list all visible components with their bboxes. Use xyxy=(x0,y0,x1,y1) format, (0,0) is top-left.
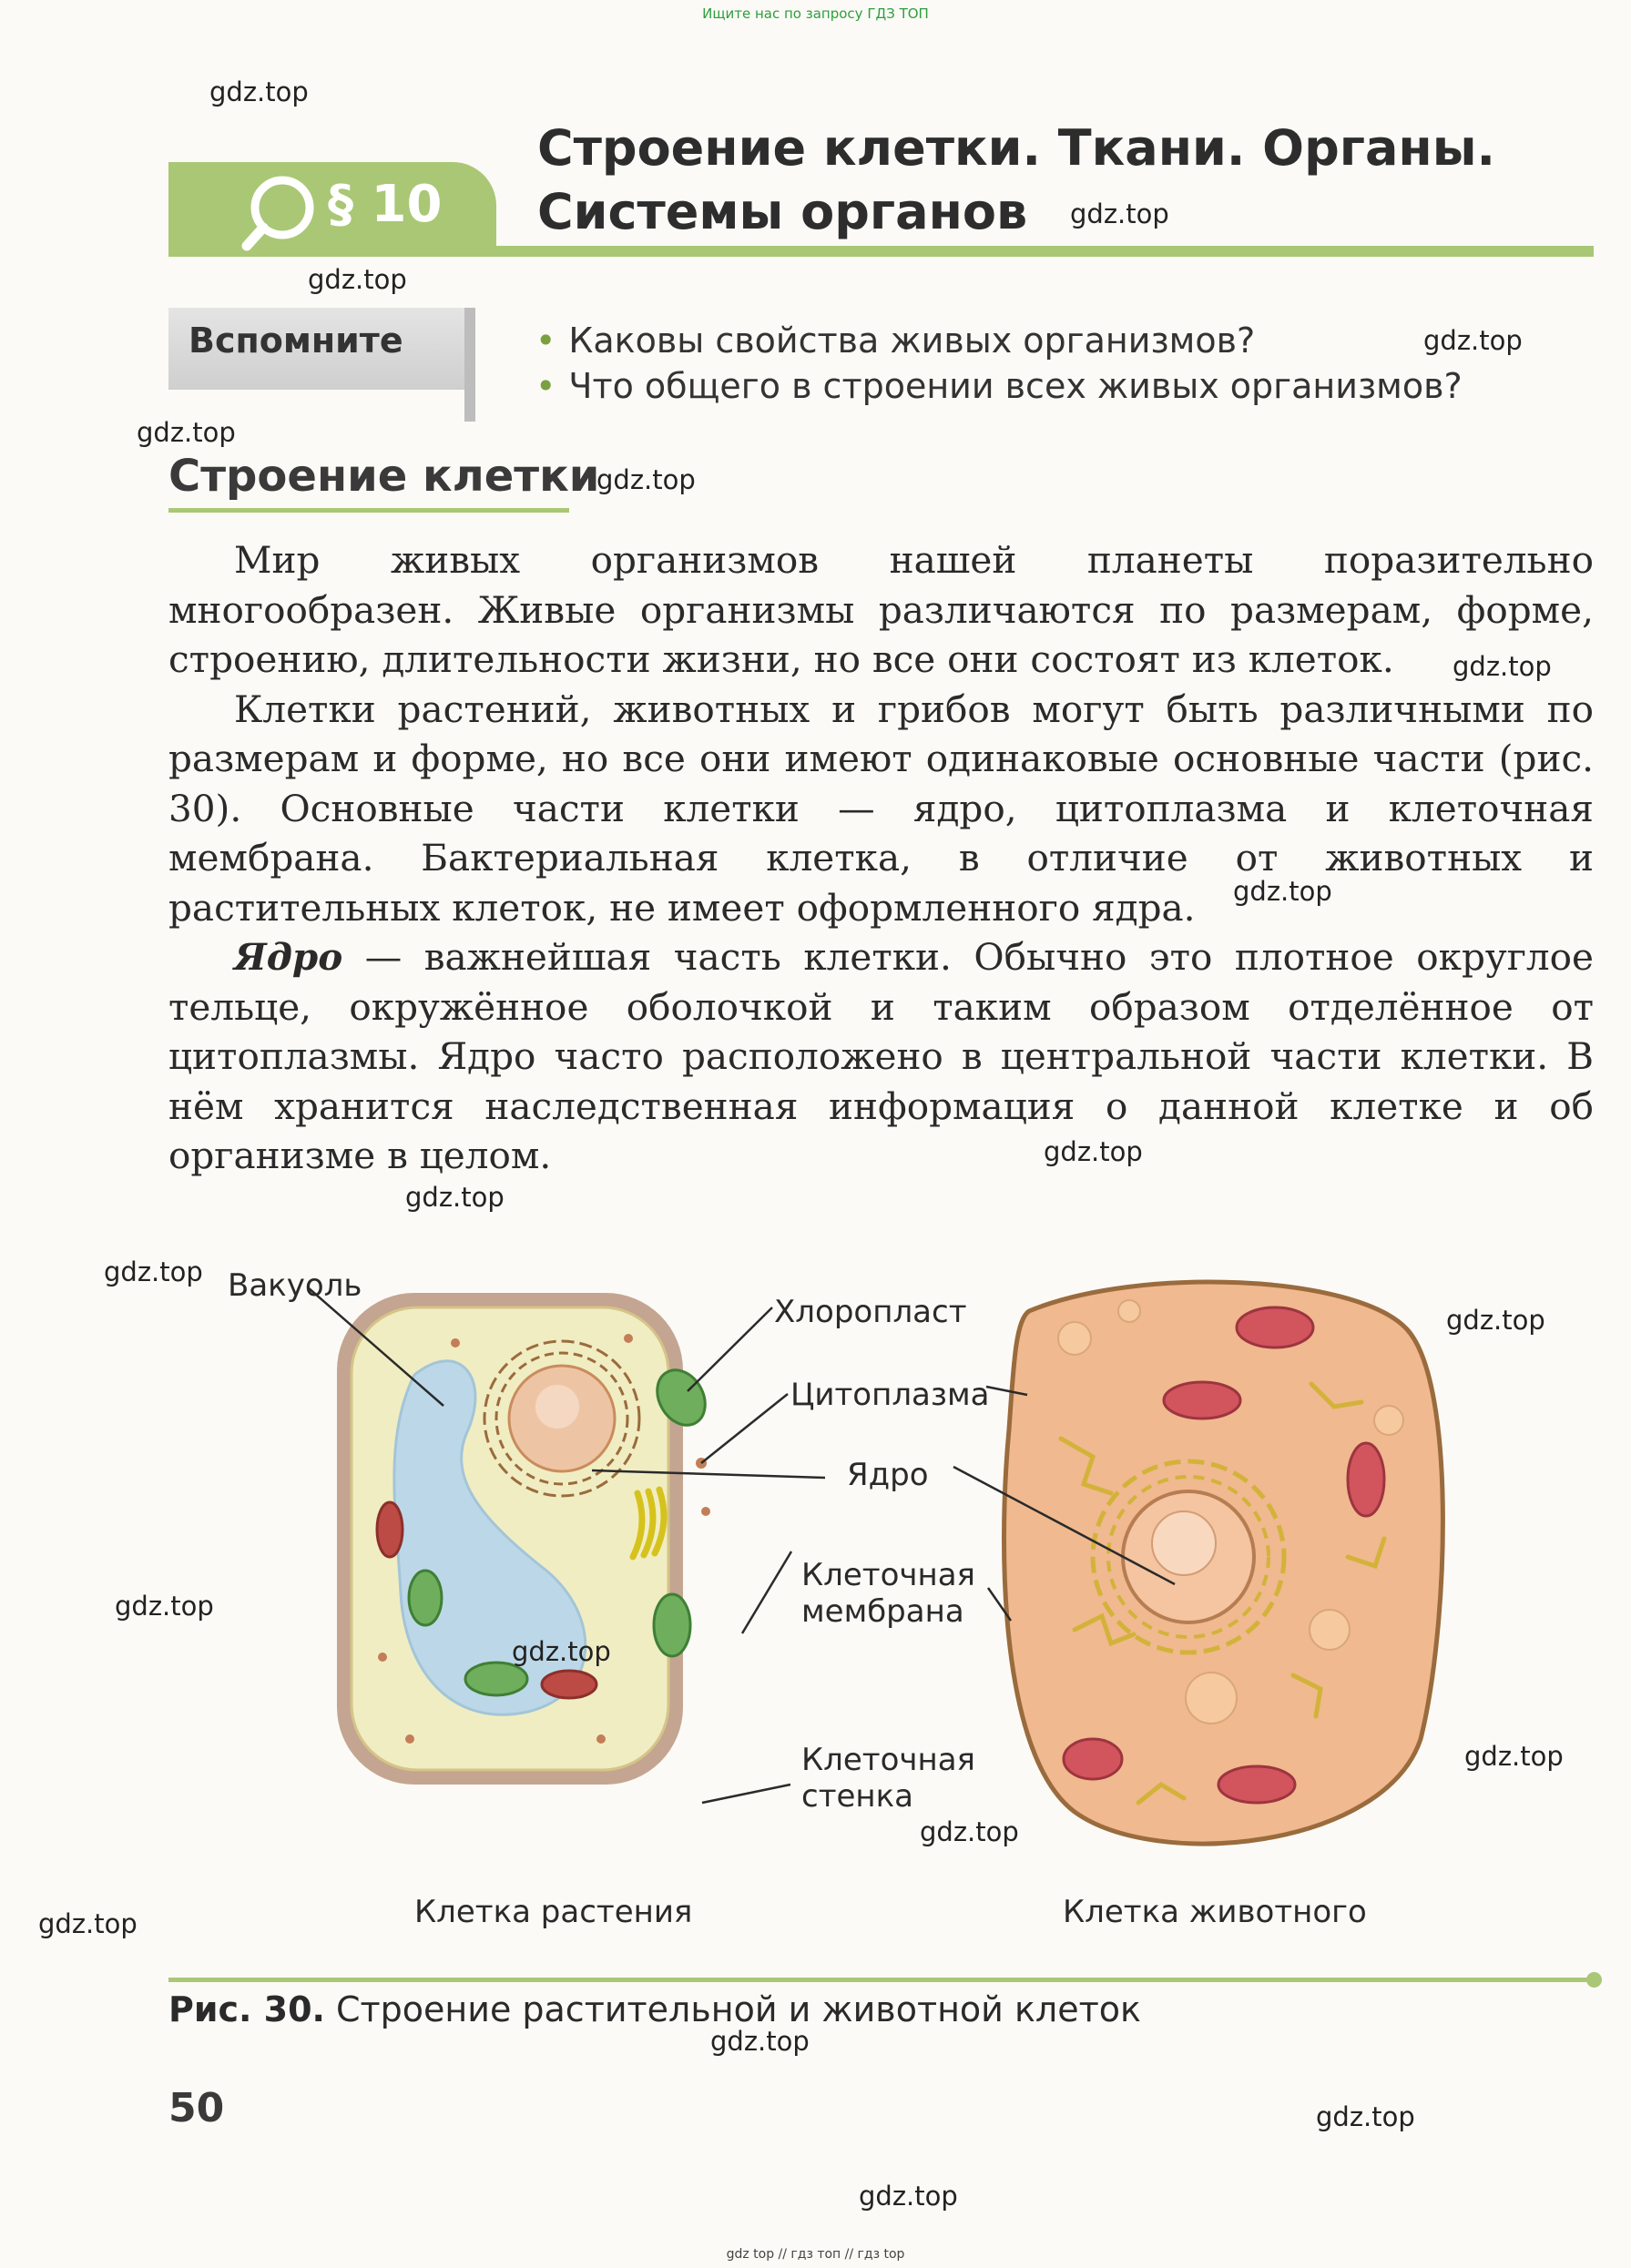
label-cell-wall-line-2: стенка xyxy=(801,1778,914,1815)
plant-cell xyxy=(337,1293,715,1785)
watermark: gdz.top xyxy=(1446,1305,1545,1336)
recall-label: Вспомните xyxy=(189,320,403,361)
mitochondrion xyxy=(1164,1382,1240,1419)
label-vacuole: Вакуоль xyxy=(228,1267,362,1304)
chloroplast xyxy=(409,1571,442,1625)
watermark: gdz.top xyxy=(115,1591,214,1622)
subsection-underline xyxy=(168,508,569,513)
watermark: gdz.top xyxy=(137,417,236,448)
bottom-note: gdz top // гдз топ // гдз top xyxy=(726,2247,905,2262)
paragraph-text: — важнейшая часть клетки. Обычно это плотное округлое тельце, окружённое оболочкой и таким образом отделённое от цитоплазмы. Ядро часто расположено в центральной части клетки. В нём хранится наследственная информация о данной клетке и об организме в целом. xyxy=(168,935,1594,1177)
label-membrane-line-1: Клеточная xyxy=(801,1557,976,1593)
mitochondrion xyxy=(377,1502,403,1557)
recall-divider xyxy=(464,308,475,422)
caption-rule-dot xyxy=(1586,1972,1602,1988)
mitochondrion xyxy=(1064,1739,1122,1779)
label-animal-cell: Клетка животного xyxy=(1063,1894,1367,1930)
top-note: Ищите нас по запросу ГДЗ ТОП xyxy=(702,5,929,22)
subsection-title: Строение клетки xyxy=(168,451,600,502)
figure-caption-text: Строение растительной и животной клеток xyxy=(335,1989,1141,2029)
header-rule xyxy=(168,246,1594,257)
recall-question xyxy=(535,366,1463,406)
watermark: gdz.top xyxy=(710,2026,810,2057)
bullet-icon: • xyxy=(535,320,556,361)
term-nucleus: Ядро xyxy=(234,935,343,979)
watermark: gdz.top xyxy=(104,1256,203,1287)
paragraph: Мир живых организмов нашей планеты поразительно многообразен. Живые организмы различаются по размерам, форме, строению, длительности жизни, но все они состоят из клеток. xyxy=(168,538,1594,681)
page-number: 50 xyxy=(168,2085,225,2131)
recall-question xyxy=(535,320,1255,361)
animal-cell xyxy=(1004,1282,1443,1844)
label-chloroplast: Хлоропласт xyxy=(774,1294,967,1330)
paragraph xyxy=(168,932,1594,1181)
bullet-icon: • xyxy=(535,366,556,406)
chapter-title-line-1: Строение клетки. Ткани. Органы. xyxy=(537,119,1496,177)
chloroplast xyxy=(465,1663,527,1695)
watermark: gdz.top xyxy=(1044,1136,1143,1167)
watermark: gdz.top xyxy=(1464,1741,1564,1772)
label-membrane xyxy=(801,1557,975,1630)
watermark: gdz.top xyxy=(405,1182,505,1213)
recall-question-text: Каковы свойства живых организмов? xyxy=(568,320,1256,361)
chapter-title xyxy=(537,117,1495,244)
watermark: gdz.top xyxy=(1233,876,1332,907)
watermark: gdz.top xyxy=(308,264,407,295)
caption-rule xyxy=(168,1978,1594,1982)
watermark: gdz.top xyxy=(1423,325,1523,356)
watermark: gdz.top xyxy=(1453,651,1552,682)
watermark: gdz.top xyxy=(596,464,696,495)
recall-question-text: Что общего в строении всех живых организмов? xyxy=(568,366,1463,406)
magnifier-icon xyxy=(241,171,328,258)
watermark: gdz.top xyxy=(1316,2101,1415,2132)
watermark: gdz.top xyxy=(920,1816,1019,1847)
label-membrane-line-2: мембрана xyxy=(801,1593,964,1630)
watermark: gdz.top xyxy=(859,2181,958,2212)
watermark: gdz.top xyxy=(209,76,309,107)
watermark: gdz.top xyxy=(512,1636,611,1667)
section-number: § 10 xyxy=(328,175,443,234)
paragraph: Клетки растений, животных и грибов могут быть различными по размерам и форме, но все они имеют одинаковые основные части (рис. 30). Основные части клетки — ядро, цитоплазма и клеточная мембрана. Бактериальная клетка, в отличие от животных и растительных клеток, не имеет оформленного ядра. xyxy=(168,687,1594,930)
label-nucleus: Ядро xyxy=(847,1457,929,1493)
label-cell-wall xyxy=(801,1742,975,1815)
figure-caption-number: Рис. 30. xyxy=(168,1989,325,2029)
watermark: gdz.top xyxy=(38,1908,138,1939)
label-cytoplasm: Цитоплазма xyxy=(790,1377,990,1413)
mitochondrion xyxy=(1218,1766,1295,1803)
chloroplast xyxy=(654,1594,690,1656)
label-cell-wall-line-1: Клеточная xyxy=(801,1742,976,1778)
mitochondrion xyxy=(1237,1307,1313,1348)
mitochondrion xyxy=(542,1671,596,1698)
figure-caption xyxy=(168,1989,1141,2029)
label-plant-cell: Клетка растения xyxy=(414,1894,693,1930)
watermark: gdz.top xyxy=(1070,198,1169,229)
chapter-title-line-2: Системы органов xyxy=(537,183,1028,240)
mitochondrion xyxy=(1348,1443,1384,1516)
body-text xyxy=(168,535,1594,1181)
